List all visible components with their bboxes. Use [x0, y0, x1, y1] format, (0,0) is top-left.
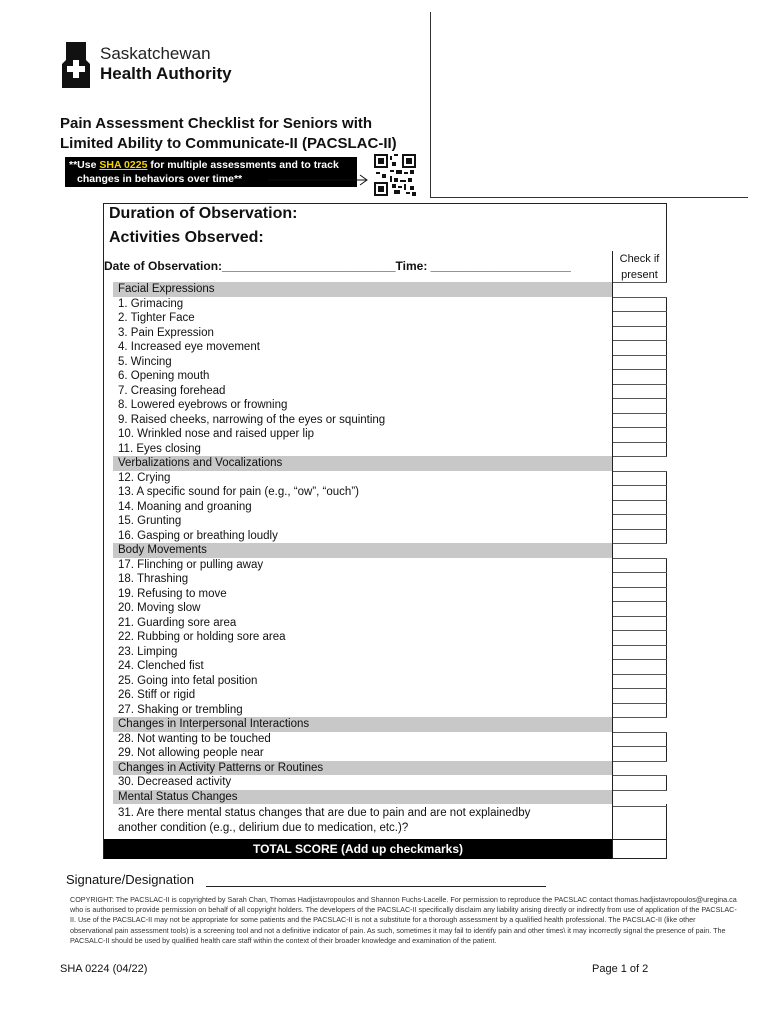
checkbox-cell[interactable]	[613, 688, 667, 703]
checkbox-cell[interactable]	[613, 775, 667, 790]
section-header: Facial Expressions	[113, 282, 612, 297]
checklist-item: 29. Not allowing people near	[118, 747, 264, 759]
checklist-item: 21. Guarding sore area	[118, 616, 237, 629]
section-header: Verbalizations and Vocalizations	[113, 456, 612, 471]
date-time-field[interactable]: Date of Observation:__________________________Time: _____________________	[104, 259, 571, 273]
checkbox-cell[interactable]	[613, 529, 667, 544]
checklist-item: 26. Stiff or rigid	[118, 689, 196, 701]
checkbox-cell[interactable]	[613, 427, 667, 442]
checkbox-cell[interactable]	[613, 514, 667, 529]
checklist-item: 30. Decreased activity	[118, 776, 232, 788]
section-header: Changes in Activity Patterns or Routines	[113, 761, 612, 776]
section-header: Body Movements	[113, 543, 612, 558]
checklist-item: 9. Raised cheeks, narrowing of the eyes or squinting	[118, 413, 386, 426]
checklist-item: 19. Refusing to move	[118, 587, 227, 600]
checklist-item: 7. Creasing forehead	[118, 384, 226, 397]
checkbox-cell[interactable]	[613, 311, 667, 326]
note-prefix: **Use	[69, 159, 100, 171]
checklist-item: 16. Gasping or breathing loudly	[118, 529, 278, 542]
checkbox-cell[interactable]	[613, 500, 667, 515]
section-check-cell	[613, 761, 667, 776]
checklist-item: 20. Moving slow	[118, 602, 201, 614]
checklist-item: 17. Flinching or pulling away	[118, 558, 264, 571]
page-number: Page 1 of 2	[592, 963, 649, 975]
checklist-item: 24. Clenched fist	[118, 660, 204, 672]
section-check-cell	[613, 717, 667, 732]
checkbox-cell[interactable]	[613, 340, 667, 355]
checklist-item: 3. Pain Expression	[118, 326, 214, 339]
checkbox-cell[interactable]	[613, 369, 667, 384]
checkbox-cell[interactable]	[613, 630, 667, 645]
checklist-item: 5. Wincing	[118, 355, 172, 368]
checklist-item: 25. Going into fetal position	[118, 674, 258, 687]
checkbox-cell[interactable]	[613, 297, 667, 312]
checklist-item: 2. Tighter Face	[118, 312, 195, 324]
checkbox-cell[interactable]	[613, 326, 667, 341]
checklist-item: 1. Grimacing	[118, 297, 184, 310]
checkbox-cell[interactable]	[613, 558, 667, 573]
sha-0225-link[interactable]: SHA 0225	[99, 159, 148, 171]
qr-code-icon[interactable]	[374, 154, 416, 196]
check-header-line1: Check if	[619, 253, 660, 265]
signature-label: Signature/Designation	[66, 872, 194, 887]
section-header: Mental Status Changes	[113, 790, 612, 805]
checklist-item: 13. A specific sound for pain (e.g., “ow”, “ouch”)	[118, 486, 359, 498]
section-check-cell	[613, 456, 667, 471]
header-vertical-rule	[430, 12, 431, 197]
checkbox-cell[interactable]	[613, 645, 667, 660]
form-number: SHA 0224 (04/22)	[60, 963, 148, 975]
checkbox-cell[interactable]	[613, 384, 667, 399]
checklist-item: 6. Opening mouth	[118, 370, 210, 382]
note-suffix: for multiple assessments and to track	[147, 159, 339, 171]
checkbox-cell[interactable]	[613, 587, 667, 602]
section-check-cell	[613, 282, 667, 297]
item-31-checkbox[interactable]	[613, 806, 667, 838]
checkbox-cell[interactable]	[613, 703, 667, 718]
copyright-notice: COPYRIGHT: The PACSLAC-II is copyrighted by Sarah Chan, Thomas Hadjistavropoulos and Shannon Fuchs-Lacelle. For permission to reproduce the PACSLAC contact thomas.hadjistavropoulos@uregina.ca who is authorised to provide permission on behalf of all copyright holders. The developers of the PACSLAC-II specifically disclaim any liability arising directly or indirectly from use of application of the PACSLAC-II. Use of the PACSLAC-II may not be appropriate for some patients and the PACSLAC-II is not a substitute for a thorough assessment by a qualified health professional. The PACSLAC-II (like other observational pain assessment tools) is a screening tool and not a definitive indicator of pain. As such, sometimes it may fail to identify pain and other times\ it may incorrectly signal the presence of pain. The PACSALC-II should be used by qualified health care staff within the context of their broader knowledge and examination of the patient.	[70, 895, 737, 945]
checklist-item: 10. Wrinkled nose and raised upper lip	[118, 428, 315, 440]
checklist-item: 18. Thrashing	[118, 573, 189, 585]
sha-logo-icon	[60, 40, 92, 90]
org-name-line1: Saskatchewan	[100, 44, 211, 63]
checklist-item: 27. Shaking or trembling	[118, 703, 243, 716]
header-horizontal-rule	[430, 197, 748, 198]
checklist-item: 22. Rubbing or holding sore area	[118, 631, 286, 643]
item-31-line2: another condition (e.g., delirium due to medication, etc.)?	[118, 822, 409, 834]
checklist-item: 12. Crying	[118, 471, 171, 484]
check-header-line2: present	[621, 269, 658, 281]
checkbox-cell[interactable]	[613, 355, 667, 370]
checkbox-cell[interactable]	[613, 485, 667, 500]
activities-observed-label: Activities Observed:	[109, 229, 264, 246]
total-score-label: TOTAL SCORE (Add up checkmarks)	[104, 839, 612, 859]
checkbox-cell[interactable]	[613, 746, 667, 761]
section-check-cell	[613, 543, 667, 558]
checkbox-cell[interactable]	[613, 659, 667, 674]
checklist-item: 28. Not wanting to be touched	[118, 732, 271, 745]
check-if-present-header	[612, 251, 667, 283]
checklist-item: 4. Increased eye movement	[118, 341, 260, 353]
signature-line[interactable]	[206, 886, 546, 887]
arrow-icon	[268, 172, 373, 186]
checkbox-cell[interactable]	[613, 616, 667, 631]
checkbox-cell[interactable]	[613, 398, 667, 413]
checkbox-cell[interactable]	[613, 413, 667, 428]
item-31-line1: 31. Are there mental status changes that are due to pain and are not explainedby	[118, 807, 531, 819]
checklist-item: 11. Eyes closing	[118, 442, 201, 455]
section-check-cell	[613, 790, 667, 805]
section-header: Changes in Interpersonal Interactions	[113, 717, 612, 732]
note-line2: changes in behaviors over time**	[77, 173, 243, 185]
title-line2: Limited Ability to Communicate-II (PACSLAC-II)	[60, 135, 397, 152]
item-31	[113, 806, 612, 838]
checklist-item: 23. Limping	[118, 645, 178, 658]
checkbox-cell[interactable]	[613, 572, 667, 587]
total-score-field[interactable]	[613, 839, 667, 859]
duration-of-observation-label: Duration of Observation:	[109, 205, 298, 222]
checkbox-cell[interactable]	[613, 471, 667, 486]
sha-logo	[60, 40, 260, 92]
checklist-item: 8. Lowered eyebrows or frowning	[118, 399, 288, 411]
org-name-line2: Health Authority	[100, 64, 232, 83]
checkbox-cell[interactable]	[613, 601, 667, 616]
checklist-item: 15. Grunting	[118, 515, 182, 527]
checkbox-cell[interactable]	[613, 732, 667, 747]
title-line1: Pain Assessment Checklist for Seniors with	[60, 115, 373, 132]
checkbox-cell[interactable]	[613, 674, 667, 689]
checkbox-cell[interactable]	[613, 442, 667, 457]
document-title	[60, 114, 420, 154]
checklist-item: 14. Moaning and groaning	[118, 500, 252, 513]
